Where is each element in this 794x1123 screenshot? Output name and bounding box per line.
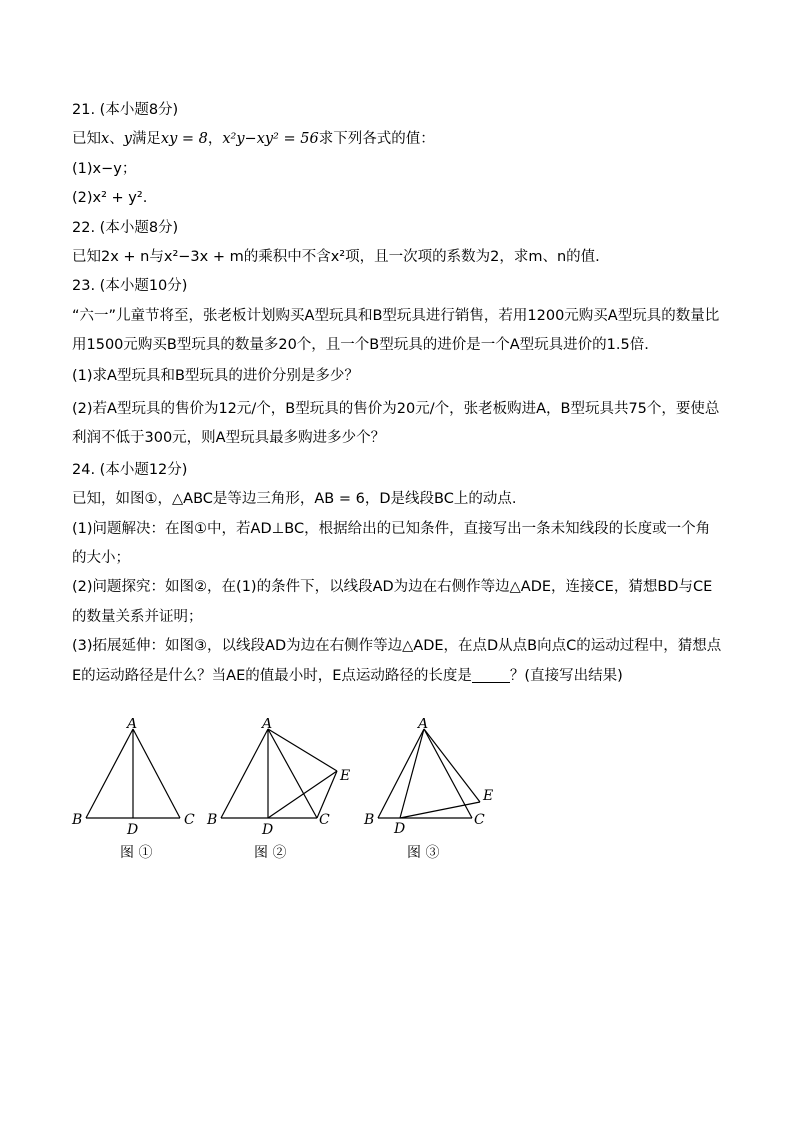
q21-part2: (2)x² + y².	[72, 190, 148, 207]
fig3-label-d: D	[394, 821, 406, 837]
fig3-label-a: A	[418, 718, 429, 732]
q21-part1: (1)x−y；	[72, 160, 137, 177]
fig1-label-b: B	[72, 812, 83, 828]
fig3-label-b: B	[364, 812, 375, 828]
q24-stem: 已知，如图①，△ABC是等边三角形，AB = 6，D是线段BC上的动点.	[72, 491, 517, 508]
fig3-label-c: C	[474, 812, 485, 828]
fig1-label-c: C	[184, 812, 195, 828]
figure-2	[206, 718, 350, 861]
fig2-label-a: A	[262, 718, 273, 732]
q23-part1: (1)求A型玩具和B型玩具的进价分别是多少？	[72, 367, 359, 384]
fig3-label-e: E	[483, 788, 494, 804]
fig2-label-b: B	[207, 812, 218, 828]
q24-part1: (1)问题解决：在图①中，若AD⊥BC，根据给出的已知条件，直接写出一条未知线段的长度或一个角的大小；	[72, 520, 711, 566]
fig1-label-d: D	[127, 822, 139, 838]
q24-part2: (2)问题探究：如图②，在(1)的条件下，以线段AD为边在右侧作等边△ADE，连接CE，猜想BD与CE的数量关系并证明；	[72, 579, 713, 625]
q23-part2: (2)若A型玩具的售价为12元/个，B型玩具的售价为20元/个，张老板购进A，B型玩具共75个，要使总利润不低于300元，则A型玩具最多购进多少个？	[72, 400, 720, 447]
fig1-caption: 图 ①	[120, 845, 153, 861]
fig3-caption: 图 ③	[407, 845, 440, 861]
q22-stem: 已知2x + n与x²−3x + m的乘积中不含x²项，且一次项的系数为2，求m、n的值.	[72, 248, 600, 265]
figure-1	[71, 718, 195, 861]
q22-header: 22. (本小题8分)	[72, 219, 179, 236]
q21-header: 21. (本小题8分)	[72, 102, 179, 118]
figures-panel	[60, 718, 520, 868]
figure-3	[363, 718, 493, 861]
fig1-label-a: A	[127, 718, 138, 732]
q24-header: 24. (本小题12分)	[72, 461, 188, 478]
answer-blank	[472, 668, 510, 683]
fig2-label-e: E	[340, 768, 351, 784]
exam-page	[72, 100, 722, 691]
q23-stem: “六一”儿童节将至，张老板计划购买A型玩具和B型玩具进行销售，若用1200元购买A型玩具的数量比用1500元购买B型玩具的数量多20个，且一个B型玩具的进价是一个A型玩具进价的1.5倍.	[72, 307, 720, 354]
fig2-label-d: D	[262, 822, 274, 838]
q24-part3: (3)拓展延伸：如图③，以线段AD为边在右侧作等边△ADE，在点D从点B向点C的运动过程中，猜想点E的运动路径是什么？当AE的值最小时，E点运动路径的长度是 ？(直接写出结果)	[72, 638, 722, 684]
q23-header: 23. (本小题10分)	[72, 278, 188, 295]
q21-stem: 已知x、y满足xy = 8，x²y−xy² = 56求下列各式的值：	[72, 131, 435, 148]
fig2-label-c: C	[319, 812, 330, 828]
fig2-caption: 图 ②	[254, 845, 287, 861]
